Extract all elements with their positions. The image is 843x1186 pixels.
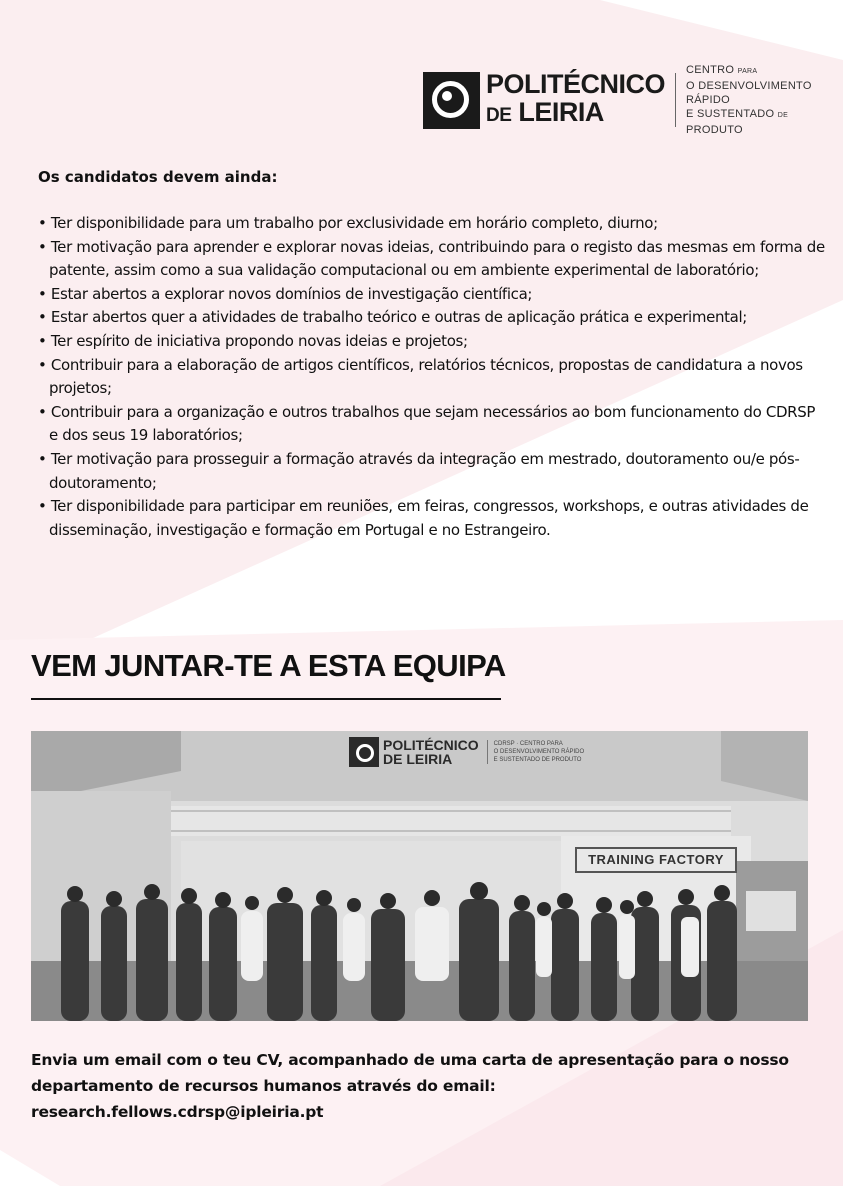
list-item: • Contribuir para a elaboração de artigos científicos, relatórios técnicos, propostas de candidatura a novos projetos; [36, 354, 826, 401]
photo-logo-eye-icon [349, 737, 379, 767]
logo-centre-line2: O DESENVOLVIMENTO RÁPIDO [686, 80, 812, 106]
logo-name [486, 70, 665, 130]
list-item: • Estar abertos quer a atividades de trabalho teórico e outras de aplicação prática e experimental; [36, 306, 826, 330]
list-item: • Ter disponibilidade para um trabalho por exclusividade em horário completo, diurno; [36, 212, 826, 236]
logo-name-line1: POLITÉCNICO [486, 69, 666, 99]
logo-centre-word: PARA [737, 68, 758, 75]
institution-logo [423, 64, 823, 136]
photo-logo-centre3: E SUSTENTADO DE PRODUTO [493, 757, 582, 763]
list-item: • Ter motivação para prosseguir a formação através da integração em mestrado, doutoramento ou/e pós-doutoramento; [36, 448, 826, 495]
photo-logo-name [383, 738, 479, 766]
requirements-list [36, 212, 826, 542]
list-item: • Ter espírito de iniciativa propondo novas ideias e projetos; [36, 330, 826, 354]
section-title: VEM JUNTAR-TE A ESTA EQUIPA [31, 648, 506, 683]
photo-logo-name2: DE LEIRIA [383, 751, 453, 767]
photo-logo-centre2: O DESENVOLVIMENTO RÁPIDO [493, 749, 585, 755]
requirements-intro: Os candidatos devem ainda: [38, 168, 278, 186]
logo-name-line2: LEIRIA [518, 97, 604, 127]
title-underline [31, 698, 501, 700]
logo-centre-word: PRODUTO [686, 124, 743, 136]
logo-centre-word: DE [777, 112, 789, 119]
training-factory-sign: TRAINING FACTORY [575, 847, 737, 873]
list-item: • Estar abertos a explorar novos domínios de investigação científica; [36, 283, 826, 307]
list-item: • Ter disponibilidade para participar em reuniões, em feiras, congressos, workshops, e outras atividades de disseminação, investigação e formação em Portugal e no Estrangeiro. [36, 495, 826, 542]
contact-email: research.fellows.cdrsp@ipleiria.pt [31, 1103, 324, 1121]
logo-divider [675, 73, 676, 127]
team-photo [31, 731, 808, 1021]
team-photo-illustration [31, 731, 808, 1021]
photo-logo-centre [487, 740, 584, 764]
list-item: • Ter motivação para aprender e explorar novas ideias, contribuindo para o registo das mesmas em forma de patente, assim como a sua validação computacional ou em ambiente experimental de laboratório; [36, 236, 826, 283]
call-to-action [31, 1047, 821, 1125]
photo-logo-name1: POLITÉCNICO [383, 737, 479, 753]
photo-logo [349, 737, 584, 767]
logo-centre-word: CENTRO [686, 64, 735, 76]
logo-centre-word: E SUSTENTADO [686, 108, 775, 120]
logo-eye-icon [423, 72, 480, 129]
photo-logo-centre1: CDRSP · CENTRO PARA [493, 741, 563, 747]
cta-text: Envia um email com o teu CV, acompanhado de uma carta de apresentação para o nosso departamento de recursos humanos através do email: [31, 1051, 789, 1095]
logo-centre-name [686, 63, 823, 137]
logo-name-de: DE [486, 105, 512, 126]
list-item: • Contribuir para a organização e outros trabalhos que sejam necessários ao bom funcionamento do CDRSP e dos seus 19 laboratórios; [36, 401, 826, 448]
